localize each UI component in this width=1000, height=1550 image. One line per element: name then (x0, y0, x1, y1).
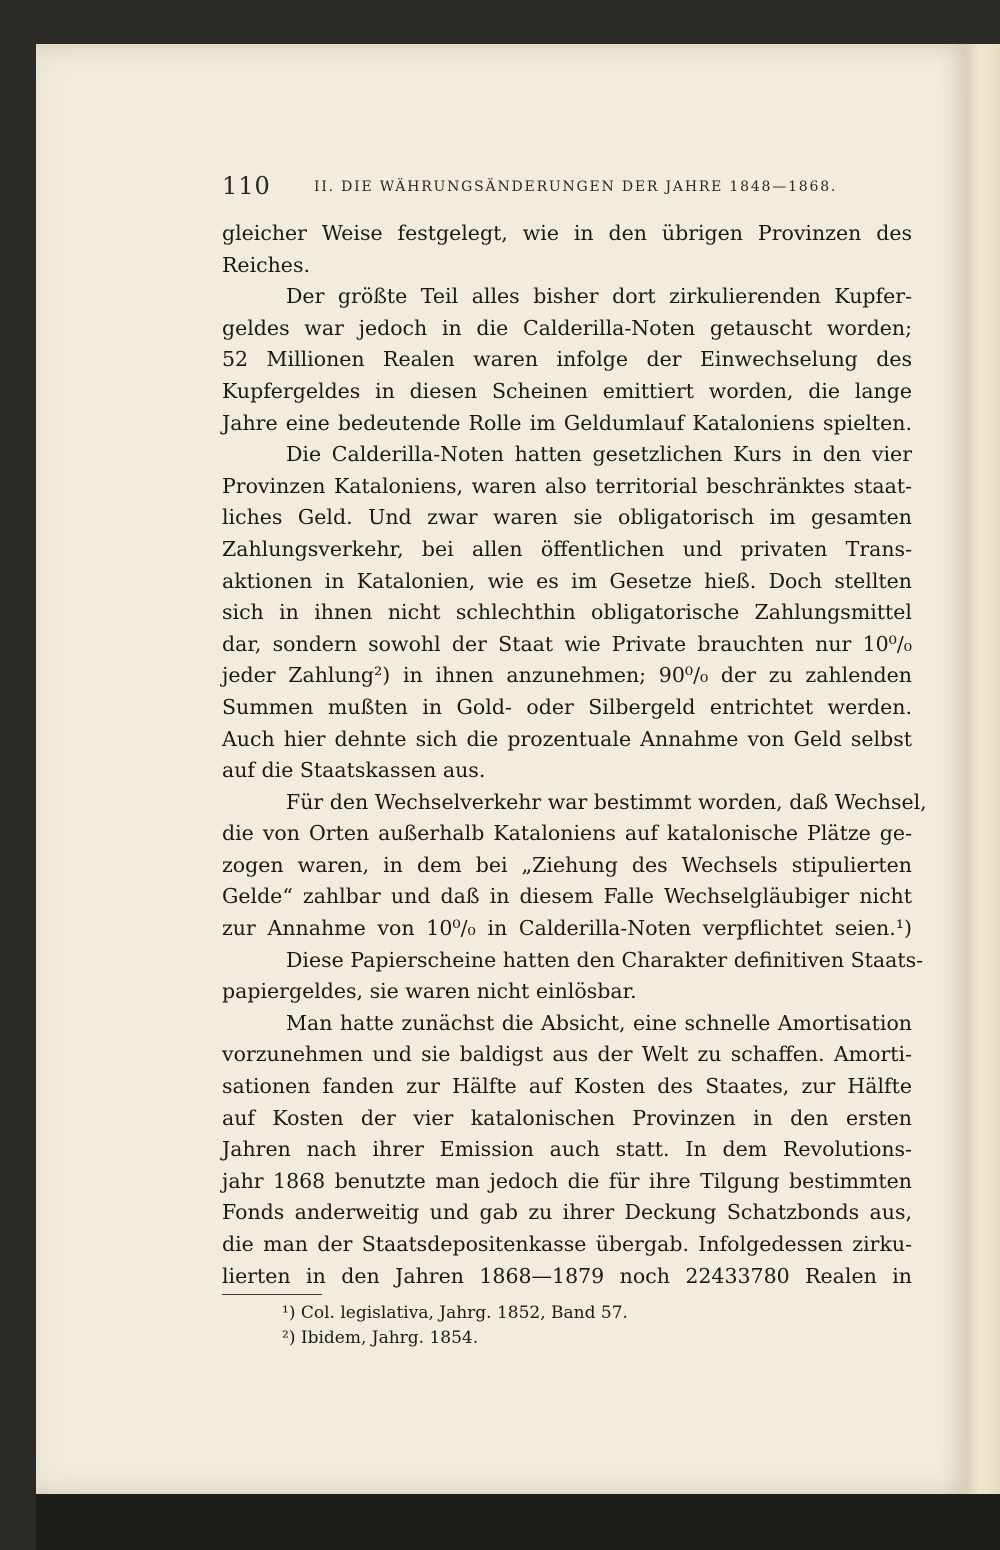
text-line: Zahlungsverkehr, bei allen öffentlichen und privaten Trans- (222, 536, 912, 561)
running-head: II. DIE WÄHRUNGSÄNDERUNGEN DER JAHRE 1848—1868. (314, 179, 838, 195)
text-line: Die Calderilla-Noten hatten gesetzlichen Kurs in den vier (286, 442, 912, 467)
footnote: ²) Ibidem, Jahrg. 1854. (282, 1328, 479, 1348)
text-line: die von Orten außerhalb Kataloniens auf katalonische Plätze ge- (222, 821, 912, 846)
page-header (222, 172, 842, 202)
footnote-rule (222, 1294, 322, 1295)
text-line: Kupfergeldes in diesen Scheinen emittiert worden, die lange (222, 378, 912, 403)
text-line: dar, sondern sowohl der Staat wie Private brauchten nur 10⁰/₀ (222, 631, 912, 656)
page-bottom-shadow (36, 1494, 1000, 1550)
text-line: auf die Staatskassen aus. (222, 758, 486, 783)
text-line: die man der Staatsdepositenkasse übergab. Infolgedessen zirku- (222, 1232, 912, 1256)
text-line: Provinzen Kataloniens, waren also territorial beschränktes staat- (222, 473, 912, 498)
text-line: liches Geld. Und zwar waren sie obligatorisch im gesamten (222, 505, 912, 530)
text-line: 52 Millionen Realen waren infolge der Einwechselung des (222, 347, 912, 372)
text-line: papiergeldes, sie waren nicht einlösbar. (222, 979, 637, 1004)
text-line: Der größte Teil alles bisher dort zirkulierenden Kupfer- (286, 284, 912, 309)
footnote: ¹) Col. legislativa, Jahrg. 1852, Band 57. (282, 1303, 628, 1323)
text-line: geldes war jedoch in die Calderilla-Noten getauscht worden; (222, 315, 912, 340)
text-line: jeder Zahlung²) in ihnen anzunehmen; 90⁰/₀ der zu zahlenden (222, 663, 912, 688)
text-line: Für den Wechselverkehr war bestimmt worden, daß Wechsel, (286, 789, 927, 814)
text-line: lierten in den Jahren 1868—1879 noch 22433780 Realen in (222, 1263, 912, 1288)
text-line: gleicher Weise festgelegt, wie in den übrigen Provinzen des (222, 221, 912, 245)
text-line: Reiches. (222, 252, 310, 277)
text-line: sationen fanden zur Hälfte auf Kosten des Staates, zur Hälfte (222, 1074, 912, 1099)
footnotes (222, 1294, 822, 1351)
text-line: Gelde“ zahlbar und daß in diesem Falle Wechselgläubiger nicht (222, 884, 912, 909)
text-line: Diese Papierscheine hatten den Charakter definitiven Staats- (286, 947, 924, 972)
text-line: sich in ihnen nicht schlechthin obligatorische Zahlungsmittel (222, 600, 912, 625)
text-line: Jahren nach ihrer Emission auch statt. In dem Revolutions- (222, 1137, 912, 1162)
body-text (222, 218, 927, 1292)
text-line: jahr 1868 benutzte man jedoch die für ihre Tilgung bestimmten (222, 1168, 912, 1193)
page-number: 110 (222, 172, 271, 200)
text-line: Summen mußten in Gold- oder Silbergeld entrichtet werden. (222, 694, 912, 719)
text-line: vorzunehmen und sie baldigst aus der Welt zu schaffen. Amorti- (222, 1042, 912, 1067)
text-line: aktionen in Katalonien, wie es im Gesetze hieß. Doch stellten (222, 568, 912, 593)
text-line: Fonds anderweitig und gab zu ihrer Deckung Schatzbonds aus, (222, 1200, 912, 1225)
text-line: Jahre eine bedeutende Rolle im Geldumlauf Kataloniens spielten. (222, 410, 912, 435)
text-line: Auch hier dehnte sich die prozentuale Annahme von Geld selbst (222, 726, 912, 751)
text-line: Man hatte zunächst die Absicht, eine schnelle Amortisation (286, 1010, 912, 1035)
text-line: zur Annahme von 10⁰/₀ in Calderilla-Noten verpflichtet seien.¹) (222, 916, 912, 941)
text-line: zogen waren, in dem bei „Ziehung des Wechsels stipulierten (222, 852, 912, 877)
text-line: auf Kosten der vier katalonischen Provinzen in den ersten (222, 1105, 912, 1130)
page-edge (966, 44, 1000, 1500)
